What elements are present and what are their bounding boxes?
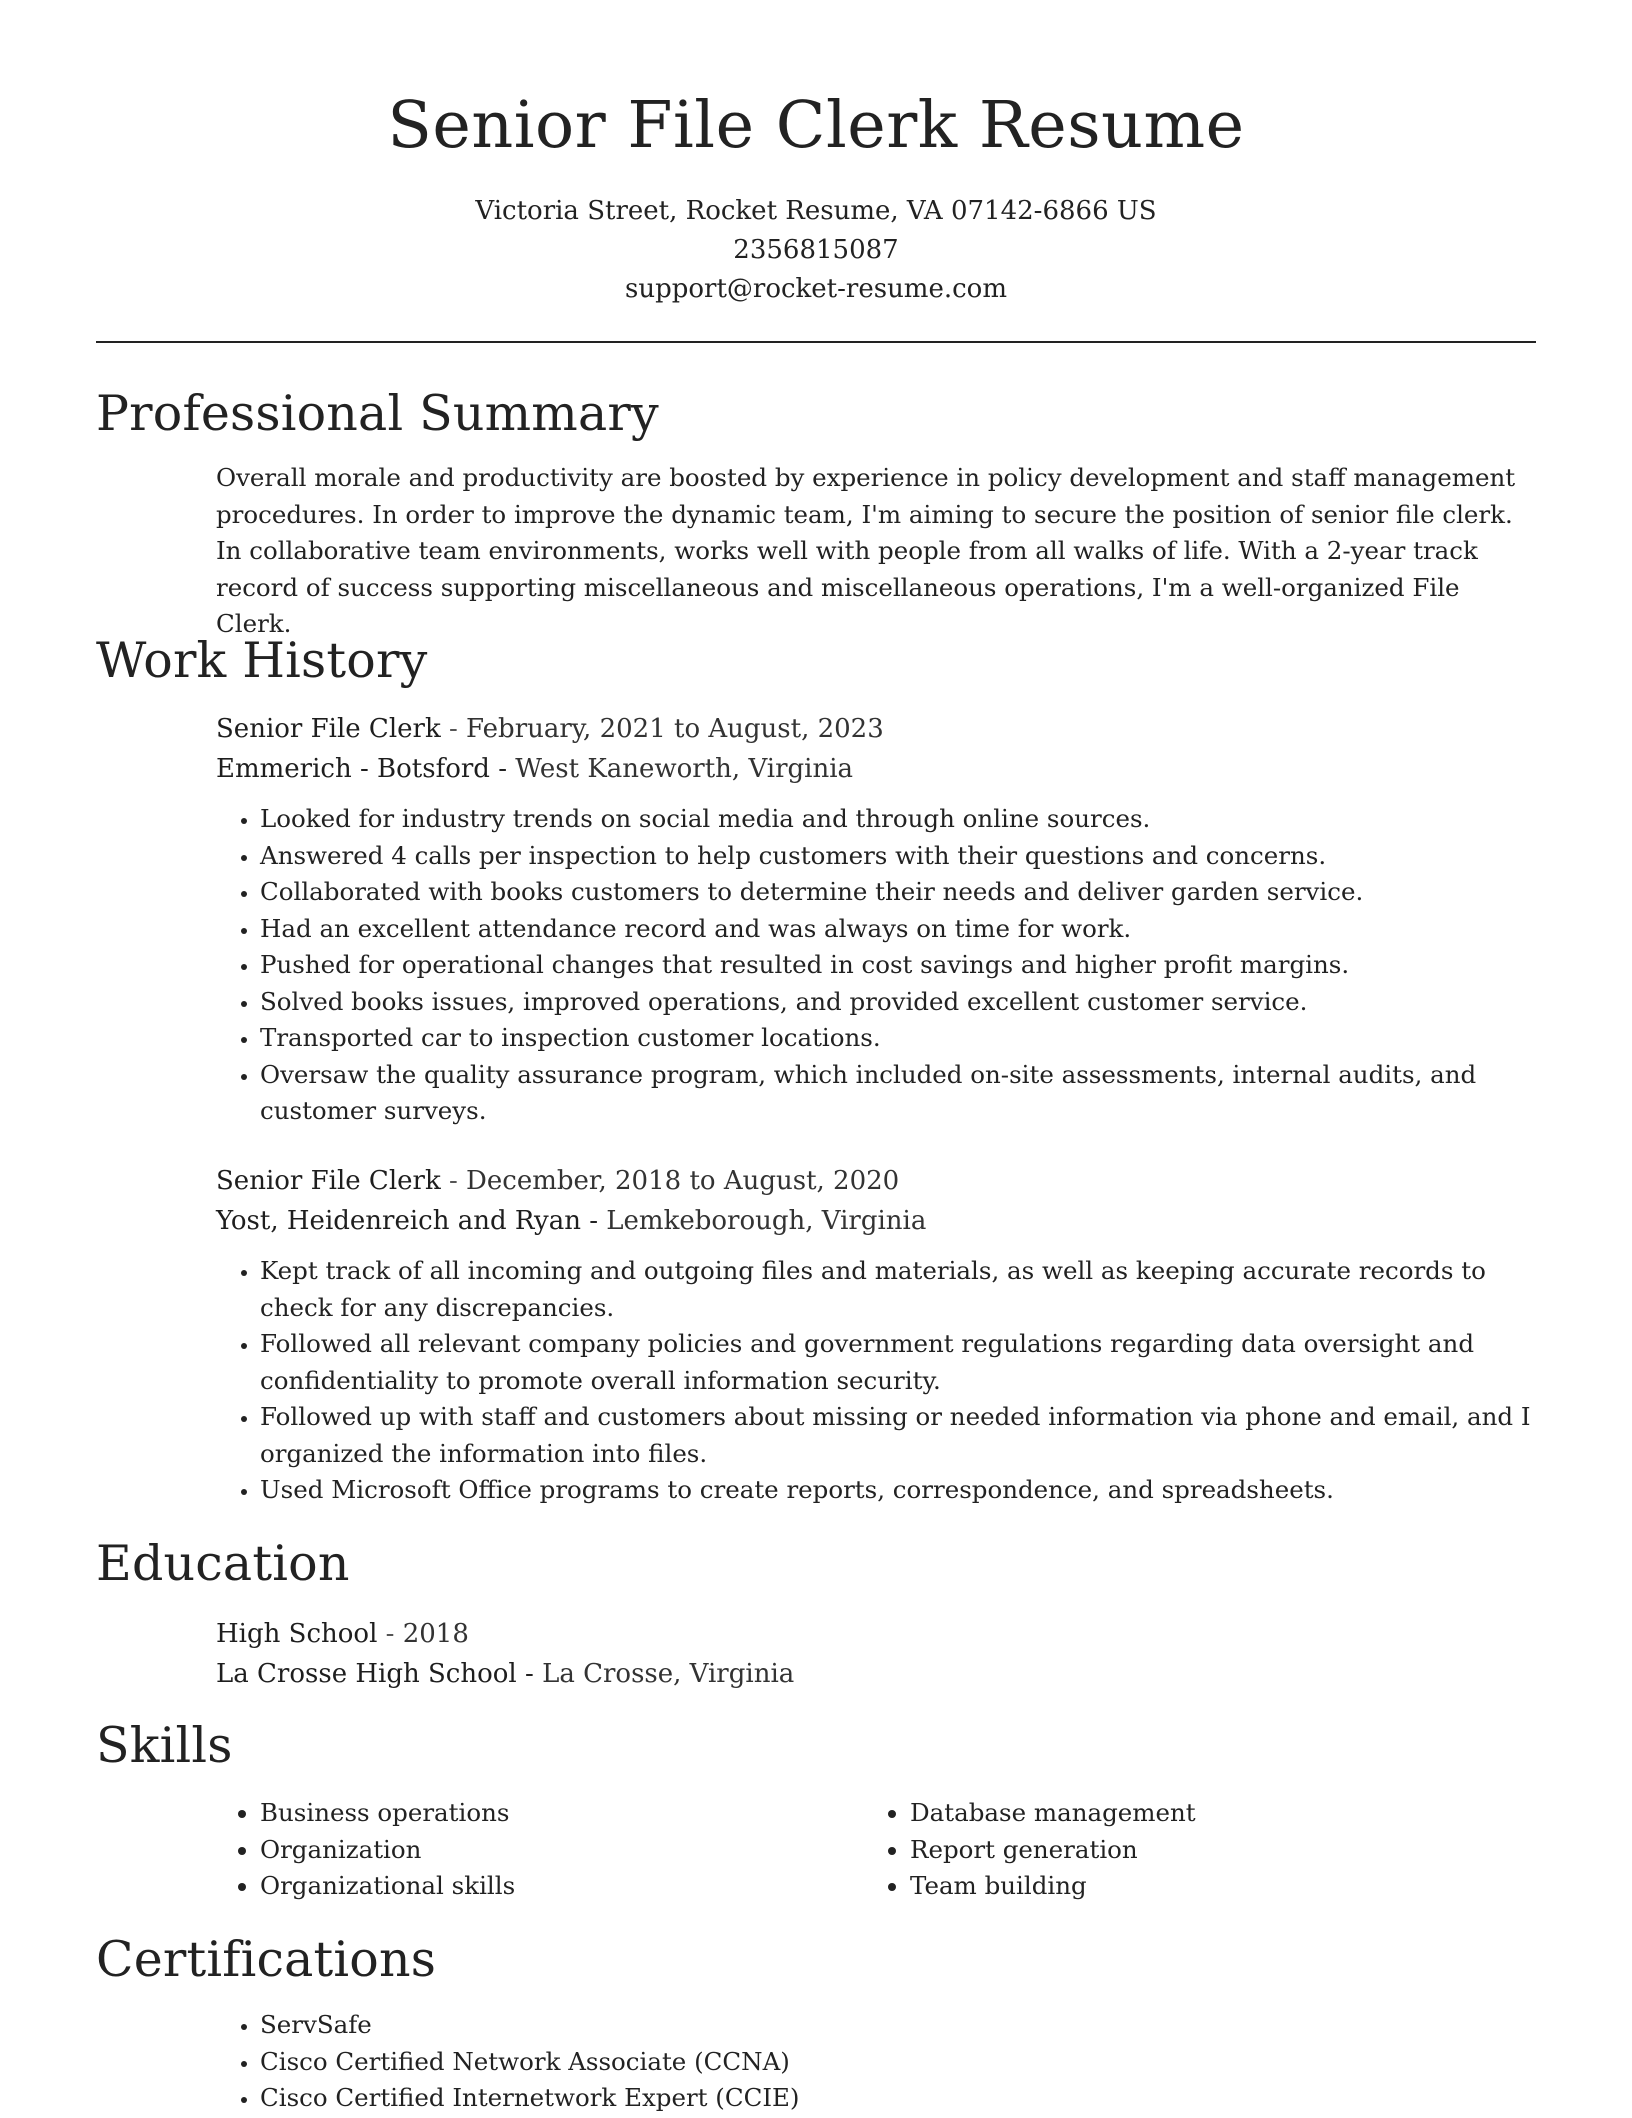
skill-item: • Organizational skills: [260, 1868, 866, 1905]
job-bullet: • Answered 4 calls per inspection to help customers with their questions and concerns.: [260, 838, 1536, 875]
section-title-education: Education: [96, 1535, 350, 1592]
separator: -: [440, 714, 467, 744]
job-dates: December, 2018 to August, 2020: [466, 1166, 900, 1196]
header-divider: [96, 341, 1536, 343]
job-bullet: • Kept track of all incoming and outgoing files and materials, as well as keeping accurate records to check for any discrepancies.: [260, 1253, 1536, 1326]
certification-item: • Cisco Certified Internetwork Expert (CCIE): [260, 2080, 1536, 2117]
job-entry: [216, 709, 1536, 1130]
employer-name: Yost, Heidenreich and Ryan: [216, 1206, 581, 1236]
job-bullets: [216, 801, 1536, 1130]
certifications-list: [216, 2007, 1536, 2117]
employer-location: Lemkeborough, Virginia: [606, 1206, 927, 1236]
resume-title: Senior File Clerk Resume: [387, 88, 1245, 163]
job-entry: [216, 1161, 1536, 1509]
employer-heading: [216, 1201, 1536, 1241]
job-bullet: • Collaborated with books customers to determine their needs and deliver garden service.: [260, 874, 1536, 911]
school-heading: [216, 1654, 1536, 1694]
employer-heading: [216, 749, 1536, 789]
skills-list: [216, 1795, 866, 1905]
graduation-year: 2018: [402, 1619, 469, 1649]
job-title: Senior File Clerk: [216, 1166, 441, 1196]
skill-item: • Report generation: [910, 1832, 1516, 1869]
skill-item: • Database management: [910, 1795, 1516, 1832]
skills-list: [866, 1795, 1516, 1905]
degree: High School: [216, 1619, 378, 1649]
job-title: Senior File Clerk: [216, 714, 441, 744]
skills-column-right: [866, 1795, 1516, 1905]
job-heading: [216, 709, 1536, 749]
school-name: La Crosse High School: [216, 1659, 517, 1689]
address-text: Victoria Street, Rocket Resume, VA 07142-6866 US: [475, 196, 1157, 226]
skills-columns: [216, 1795, 1536, 1905]
employer-name: Emmerich - Botsford: [216, 754, 490, 784]
certification-item: • Cisco Certified Network Associate (CCNA): [260, 2044, 1536, 2081]
separator: -: [377, 1619, 403, 1649]
job-bullet: • Followed up with staff and customers about missing or needed information via phone and email, and I organized the information into files.: [260, 1399, 1536, 1472]
contact-info: [96, 192, 1536, 309]
separator: -: [580, 1206, 607, 1236]
job-bullet: • Transported car to inspection customer locations.: [260, 1020, 1536, 1057]
email-text: support@rocket-resume.com: [624, 274, 1007, 304]
separator: -: [516, 1659, 543, 1689]
section-title-skills: Skills: [96, 1717, 233, 1774]
job-bullet: • Solved books issues, improved operations, and provided excellent customer service.: [260, 984, 1536, 1021]
section-title-certifications: Certifications: [96, 1931, 437, 1988]
job-dates: February, 2021 to August, 2023: [466, 714, 884, 744]
phone-text: 2356815087: [733, 235, 899, 265]
education-entry: [216, 1614, 1536, 1694]
certifications-block: [216, 2007, 1536, 2117]
job-bullet: • Looked for industry trends on social media and through online sources.: [260, 801, 1536, 838]
separator: -: [489, 754, 516, 784]
skill-item: • Team building: [910, 1868, 1516, 1905]
job-bullet: • Had an excellent attendance record and was always on time for work.: [260, 911, 1536, 948]
resume-header: [96, 78, 1536, 309]
job-bullet: • Followed all relevant company policies and government regulations regarding data oversight and confidentiality to promote overall information security.: [260, 1326, 1536, 1399]
skill-item: • Business operations: [260, 1795, 866, 1832]
section-title-summary: Professional Summary: [96, 385, 659, 442]
section-title-work-history: Work History: [96, 632, 428, 689]
employer-location: West Kaneworth, Virginia: [515, 754, 854, 784]
summary-block: [216, 460, 1536, 643]
summary-text: Overall morale and productivity are boosted by experience in policy development and staff management procedures. In order to improve the dynamic team, I'm aiming to secure the position of senior file clerk. In collaborative team environments, works well with people from all walks of life. With a 2-year track record of success supporting miscellaneous and miscellaneous operations, I'm a well-organized File Clerk.: [216, 463, 1516, 638]
job-bullet: • Oversaw the quality assurance program, which included on-site assessments, internal audits, and customer surveys.: [260, 1057, 1536, 1130]
job-bullet: • Pushed for operational changes that resulted in cost savings and higher profit margins.: [260, 947, 1536, 984]
job-heading: [216, 1161, 1536, 1201]
skill-item: • Organization: [260, 1832, 866, 1869]
school-location: La Crosse, Virginia: [542, 1659, 795, 1689]
job-bullet: • Used Microsoft Office programs to create reports, correspondence, and spreadsheets.: [260, 1472, 1536, 1509]
skills-block: [216, 1795, 1536, 1905]
education-heading: [216, 1614, 1536, 1654]
certification-item: • ServSafe: [260, 2007, 1536, 2044]
skills-column-left: [216, 1795, 866, 1905]
separator: -: [440, 1166, 467, 1196]
job-bullets: [216, 1253, 1536, 1509]
